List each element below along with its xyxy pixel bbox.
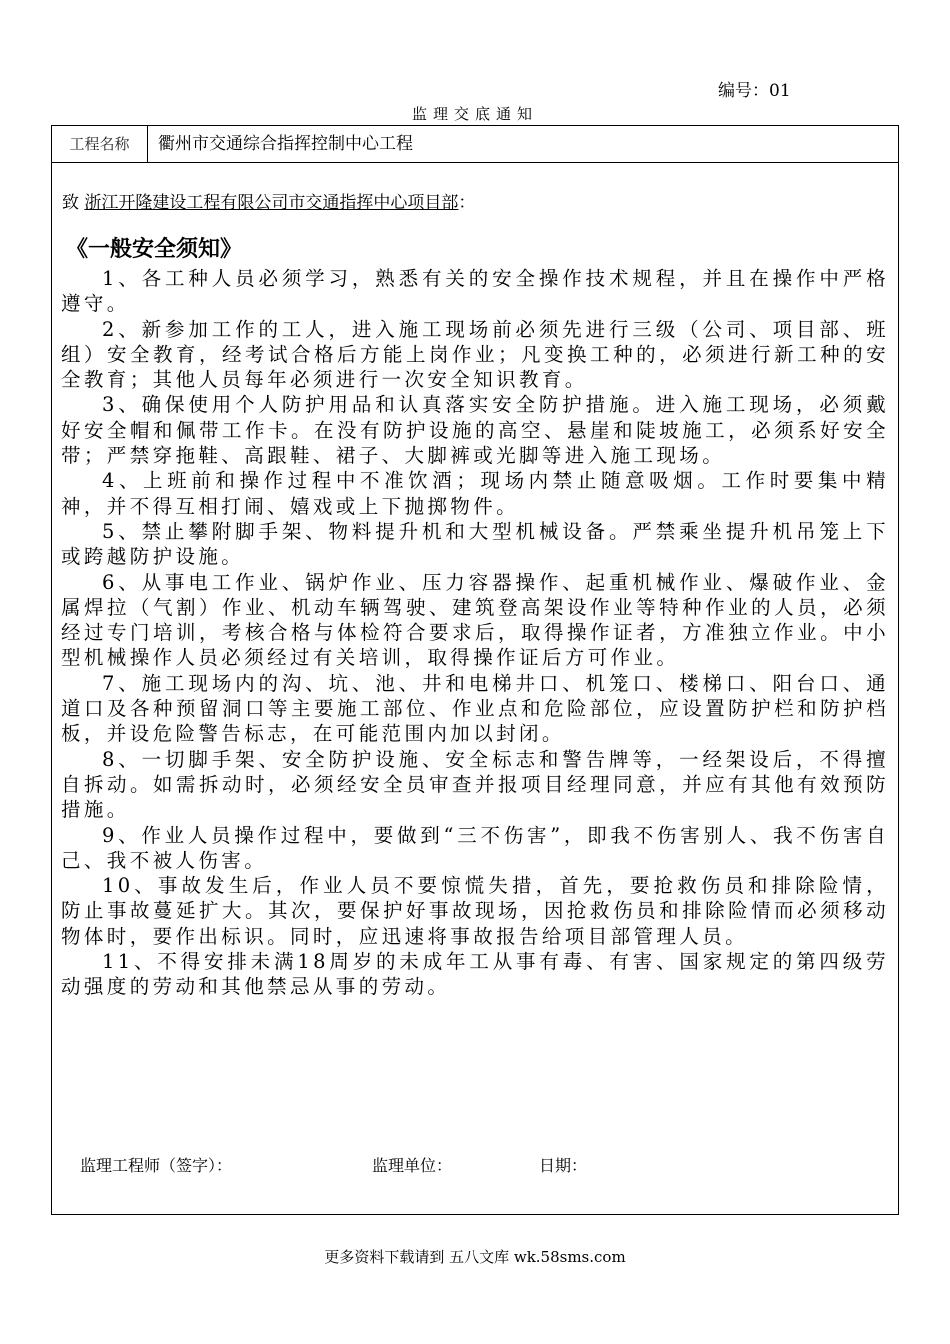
recipient-line <box>62 188 475 213</box>
project-name-value: 衢州市交通综合指挥控制中心工程 <box>158 134 413 154</box>
rule-item: 10、事故发生后，作业人员不要惊慌失措，首先，要抢救伤员和排除险情，防止事故蔓延扩大。其次，要保护好事故现场，因抢救伤员和排除险情而必须移动物体时，要作出标识。同时，应迅速将事故报告给项目部管理人员。 <box>61 874 889 948</box>
rule-item: 5、禁止攀附脚手架、物料提升机和大型机械设备。严禁乘坐提升机吊笼上下或跨越防护设施。 <box>61 519 889 569</box>
recipient-prefix: 致 <box>62 193 85 213</box>
recipient-organization: 浙江开隆建设工程有限公司市交通指挥中心项目部 <box>84 193 459 213</box>
supervision-unit-label: 监理单位： <box>372 1156 453 1175</box>
document-title: 监理交底通知 <box>411 105 538 123</box>
rule-item: 7、施工现场内的沟、坑、池、井和电梯井口、机笼口、楼梯口、阳台口、通道口及各种预留洞口等主要施工部位、作业点和危险部位，应设置防护栏和防护档板，并设危险警告标志，在可能范围内加以封闭。 <box>61 671 889 746</box>
rule-item: 3、确保使用个人防护用品和认真落实安全防护措施。进入施工现场，必须戴好安全帽和佩带工作卡。在没有防护设施的高空、悬崖和陡坡施工，必须系好安全带；严禁穿拖鞋、高跟鞋、裙子、大脚裤或光脚等进入施工现场。 <box>61 393 889 468</box>
document-number: 编号：01 <box>718 81 791 101</box>
notice-form <box>51 125 899 1215</box>
rule-item: 8、一切脚手架、安全防护设施、安全标志和警告牌等，一经架设后，不得擅自拆动。如需拆动时，必须经安全员审查并报项目经理同意，并应有其他有效预防措施。 <box>61 747 889 822</box>
footer-link[interactable]: 更多资料下载请到 五八文库 wk.58sms.com <box>324 1248 626 1266</box>
rule-item: 6、从事电工作业、锅炉作业、压力容器操作、起重机械作业、爆破作业、金属焊拉（气割）作业、机动车辆驾驶、建筑登高架设作业等特种作业的人员，必须经过专门培训，考核合格与体检符合要求后，取得操作证者，方准独立作业。中小型机械操作人员必须经过有关培训，取得操作证后方可作业。 <box>61 570 889 670</box>
rule-item: 1、各工种人员必须学习，熟悉有关的安全操作技术规程，并且在操作中严格遵守。 <box>61 267 889 316</box>
project-row <box>52 126 898 163</box>
rule-item: 9、作业人员操作过程中，要做到“三不伤害”，即我不伤害别人、我不伤害自己、我不被人伤害。 <box>61 823 889 872</box>
recipient-suffix: ： <box>458 193 476 213</box>
rule-item: 2、新参加工作的工人，进入施工现场前必须先进行三级（公司、项目部、班组）安全教育，经考试合格后方能上岗作业；凡变换工种的，必须进行新工种的安全教育；其他人员每年必须进行一次安全知识教育。 <box>61 317 889 392</box>
rule-item: 11、不得安排未满18周岁的未成年工从事有毒、有害、国家规定的第四级劳动强度的劳动和其他禁忌从事的劳动。 <box>61 950 889 999</box>
rule-item: 4、上班前和操作过程中不准饮酒；现场内禁止随意吸烟。工作时要集中精神，并不得互相打闹、嬉戏或上下抛掷物件。 <box>61 469 889 518</box>
project-name-label: 工程名称 <box>52 126 148 162</box>
safety-rules <box>61 266 889 1000</box>
engineer-signature-label: 监理工程师（签字）： <box>80 1156 233 1175</box>
date-label: 日期： <box>539 1156 588 1175</box>
section-title: 《一般安全须知》 <box>66 237 243 262</box>
